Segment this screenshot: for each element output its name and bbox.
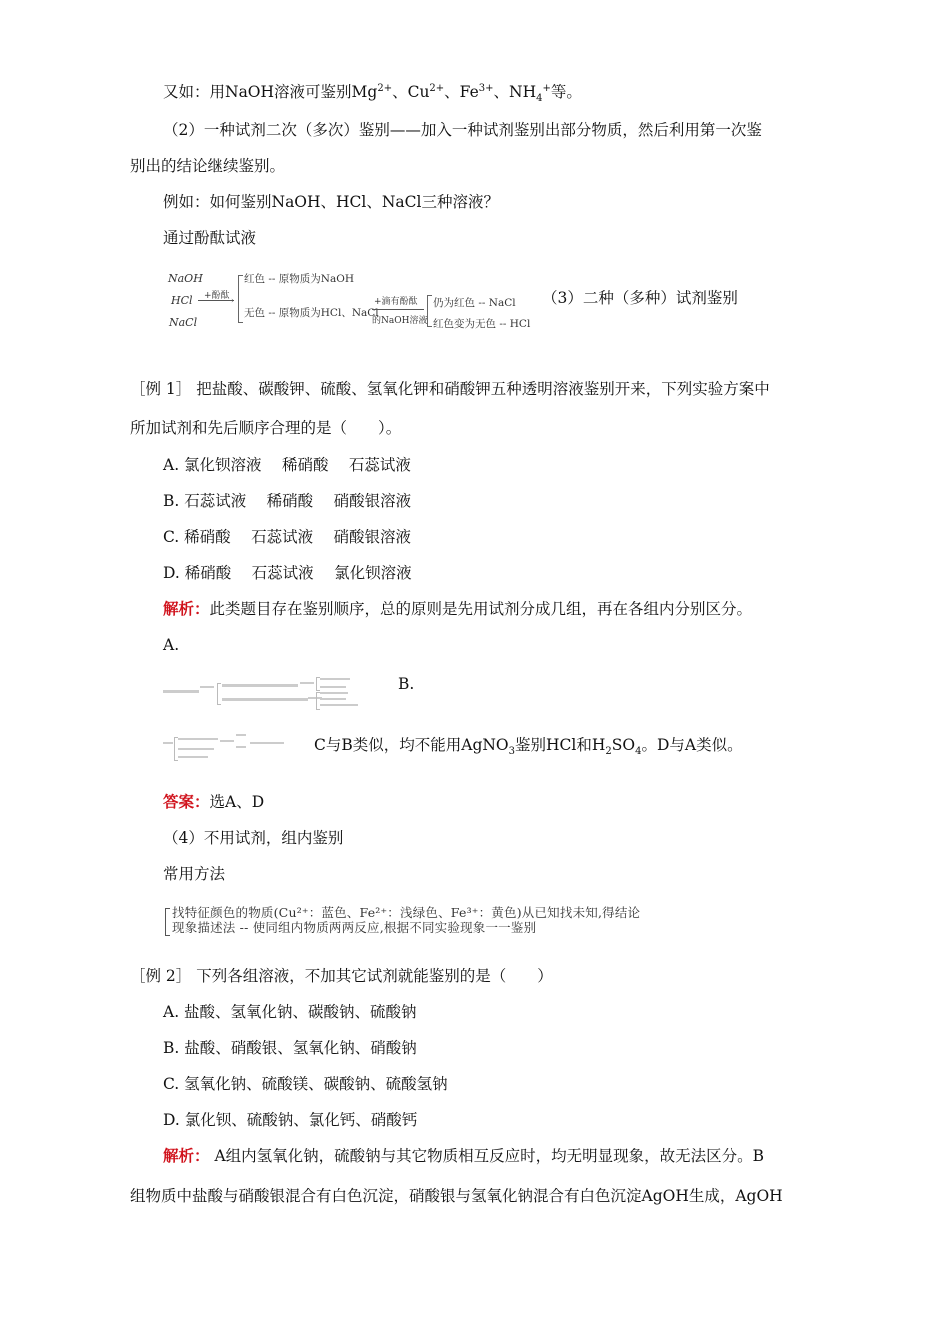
method3-heading: （3）二种（多种）试剂鉴别 (542, 289, 738, 307)
reagent-hcl: HCl (171, 294, 193, 307)
brace-2 (427, 295, 432, 327)
method2-line1: （2）一种试剂二次（多次）鉴别——加入一种试剂鉴别出部分物质，然后利用第一次鉴 (163, 121, 762, 139)
example2-analysis-line2: 组物质中盐酸与硝酸银混合有白色沉淀，硝酸银与氢氧化钠混合有白色沉淀AgOH生成，AgOH (130, 1187, 783, 1205)
branch-colorless: 无色 -- 原物质为HCl、NaCl (244, 307, 379, 319)
example1-cb-note: C与B类似，均不能用AgNO$_3$鉴别HCl和$H_2SO_4$。D与A类似。 (314, 736, 743, 758)
method4-row1: 找特征颜色的物质(Cu²⁺：蓝色、Fe²⁺：浅绿色、Fe³⁺：黄色)从已知找未知,得结论 (172, 905, 641, 920)
example1-option-b: B. 石蕊试液 稀硝酸 硝酸银溶液 (163, 492, 412, 510)
example1-option-a: A. 氯化钡溶液 稀硝酸 石蕊试液 (163, 456, 411, 474)
reagent-naoh: NaOH (168, 272, 203, 285)
method4-title: （4）不用试剂，组内鉴别 (163, 829, 344, 847)
example2-option-d: D. 氯化钡、硫酸钠、氯化钙、硝酸钙 (163, 1111, 418, 1129)
example2-option-b: B. 盐酸、硝酸银、氢氧化钠、硝酸钠 (163, 1039, 417, 1057)
result-nacl: 仍为红色 -- NaCl (433, 297, 516, 309)
step2-label-top: +滴有酚酞 (374, 297, 418, 307)
reagent-nacl: NaCl (169, 316, 198, 329)
label-a: A. (163, 636, 180, 654)
arrow-1-head: › (231, 296, 235, 305)
method4-sub: 常用方法 (163, 865, 226, 883)
example1-option-c: C. 稀硝酸 石蕊试液 硝酸银溶液 (163, 528, 412, 546)
result-hcl: 红色变为无色 -- HCl (433, 318, 531, 330)
analysis-label: 解析： (163, 599, 210, 618)
intro-line: 又如：用NaOH溶液可鉴别$Mg^{2+}$、$Cu^{2+}$、$Fe^{3+}$、$NH_4^+$等。 (163, 82, 582, 105)
example2-analysis-line1: 解析： A组内氢氧化钠，硫酸钠与其它物质相互反应时，均无明显现象，故无法区分。B (163, 1146, 765, 1165)
example2-stem: ［例 2］ 下列各组溶液，不加其它试剂就能鉴别的是（ ） (130, 967, 553, 985)
arrow-2 (372, 309, 424, 310)
example1-stem-line1: ［例 1］ 把盐酸、碳酸钾、硫酸、氢氧化钾和硝酸钾五种透明溶液鉴别开来，下列实验方案中 (130, 380, 770, 398)
branch-red: 红色 -- 原物质为NaOH (244, 273, 354, 285)
example1-option-d: D. 稀硝酸 石蕊试液 氯化钡溶液 (163, 564, 412, 582)
step2-label-bottom: 的NaOH溶液 (372, 316, 428, 326)
example0-note: 通过酚酞试液 (163, 229, 257, 247)
example0-question: 例如：如何鉴别NaOH、HCl、NaCl三种溶液？ (163, 193, 499, 211)
example1-analysis: 解析：此类题目存在鉴别顺序，总的原则是先用试剂分成几组，再在各组内分别区分。 (163, 599, 753, 618)
step1-label: +酚酞 (204, 291, 230, 301)
example1-stem-line2: 所加试剂和先后顺序合理的是（ ）。 (130, 419, 402, 437)
method2-line2: 别出的结论继续鉴别。 (130, 157, 286, 175)
example2-option-c: C. 氢氧化钠、硫酸镁、碳酸钠、硫酸氢钠 (163, 1075, 448, 1093)
arrow-1 (198, 300, 234, 301)
brace-1 (238, 275, 243, 323)
answer-label: 答案： (163, 792, 210, 811)
method4-row2: 现象描述法 -- 使同组内物质两两反应,根据不同实验现象一一鉴别 (172, 920, 537, 935)
label-b: B. (398, 675, 415, 693)
example1-answer: 答案：选A、D (163, 792, 265, 811)
example2-option-a: A. 盐酸、氢氧化钠、碳酸钠、硫酸钠 (163, 1003, 417, 1021)
example2-analysis-label: 解析： (163, 1146, 210, 1165)
